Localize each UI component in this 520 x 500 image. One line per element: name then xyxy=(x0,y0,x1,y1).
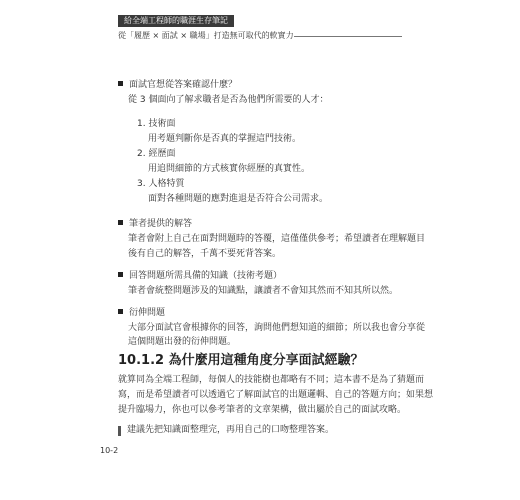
bullet-item-body: 筆者會附上自己在面對問題時的答覆，這僅僅供參考；希望讀者在理解題目 xyxy=(128,234,426,244)
bullet-item-title: 筆者提供的解答 xyxy=(118,218,418,231)
note-text: 建議先把知識面整理完，再用自己的口吻整理答案。 xyxy=(127,425,335,435)
running-header-subtitle: 從「履歷 × 面試 × 職場」打造無可取代的軟實力 xyxy=(118,31,294,40)
header-rule xyxy=(294,36,402,37)
paragraph-line: 寫，而是希望讀者可以透過它了解面試官的出題邏輯、自己的答題方向；如果想 xyxy=(118,390,434,400)
paragraph-line: 就算同為全端工程師，每個人的技能樹也都略有不同；這本書不是為了猜題而 xyxy=(118,375,425,385)
aspect-label: 3. 人格特質 xyxy=(137,179,185,189)
running-header-tag: 給全端工程師的職涯生存筆記 xyxy=(118,15,234,27)
note-bar xyxy=(118,426,121,436)
bullet-item-title: 回答問題所需具備的知識（技術考題） xyxy=(118,270,418,283)
bullet-item-title: 衍伸問題 xyxy=(118,307,418,320)
square-bullet-icon xyxy=(118,272,123,277)
bullet-item-body: 筆者會統整問題涉及的知識點，讓讀者不會知其然而不知其所以然。 xyxy=(128,286,399,296)
aspect-desc: 面對各種問題的應對進退是否符合公司需求。 xyxy=(148,194,329,204)
page-number: 10-2 xyxy=(100,446,119,455)
square-bullet-icon xyxy=(118,81,123,86)
bullet-item-body: 後有自己的解答，千萬不要死背答案。 xyxy=(128,249,282,259)
square-bullet-icon xyxy=(118,220,123,225)
bullet-item-title: 面試官想從答案確認什麼？ xyxy=(118,79,418,92)
aspect-label: 1. 技術面 xyxy=(137,119,176,129)
square-bullet-icon xyxy=(118,309,123,314)
section-heading: 10.1.2 為什麼用這種角度分享面試經驗？ xyxy=(118,353,364,368)
bullet-item-body: 大部分面試官會根據你的回答，詢問他們想知道的細節；所以我也會分享從 xyxy=(128,323,426,333)
bullet-item-body: 這個問題出發的衍伸問題。 xyxy=(128,337,237,347)
aspect-desc: 用考題判斷你是否真的掌握這門技術。 xyxy=(148,134,302,144)
aspect-desc: 用追問細節的方式核實你經歷的真實性。 xyxy=(148,164,311,174)
bullet-item-body: 從 3 個面向了解求職者是否為他們所需要的人才： xyxy=(128,95,329,105)
paragraph-line: 提升臨場力，你也可以參考筆者的文章架構，做出屬於自己的面試攻略。 xyxy=(118,405,407,415)
aspect-label: 2. 經歷面 xyxy=(137,149,176,159)
